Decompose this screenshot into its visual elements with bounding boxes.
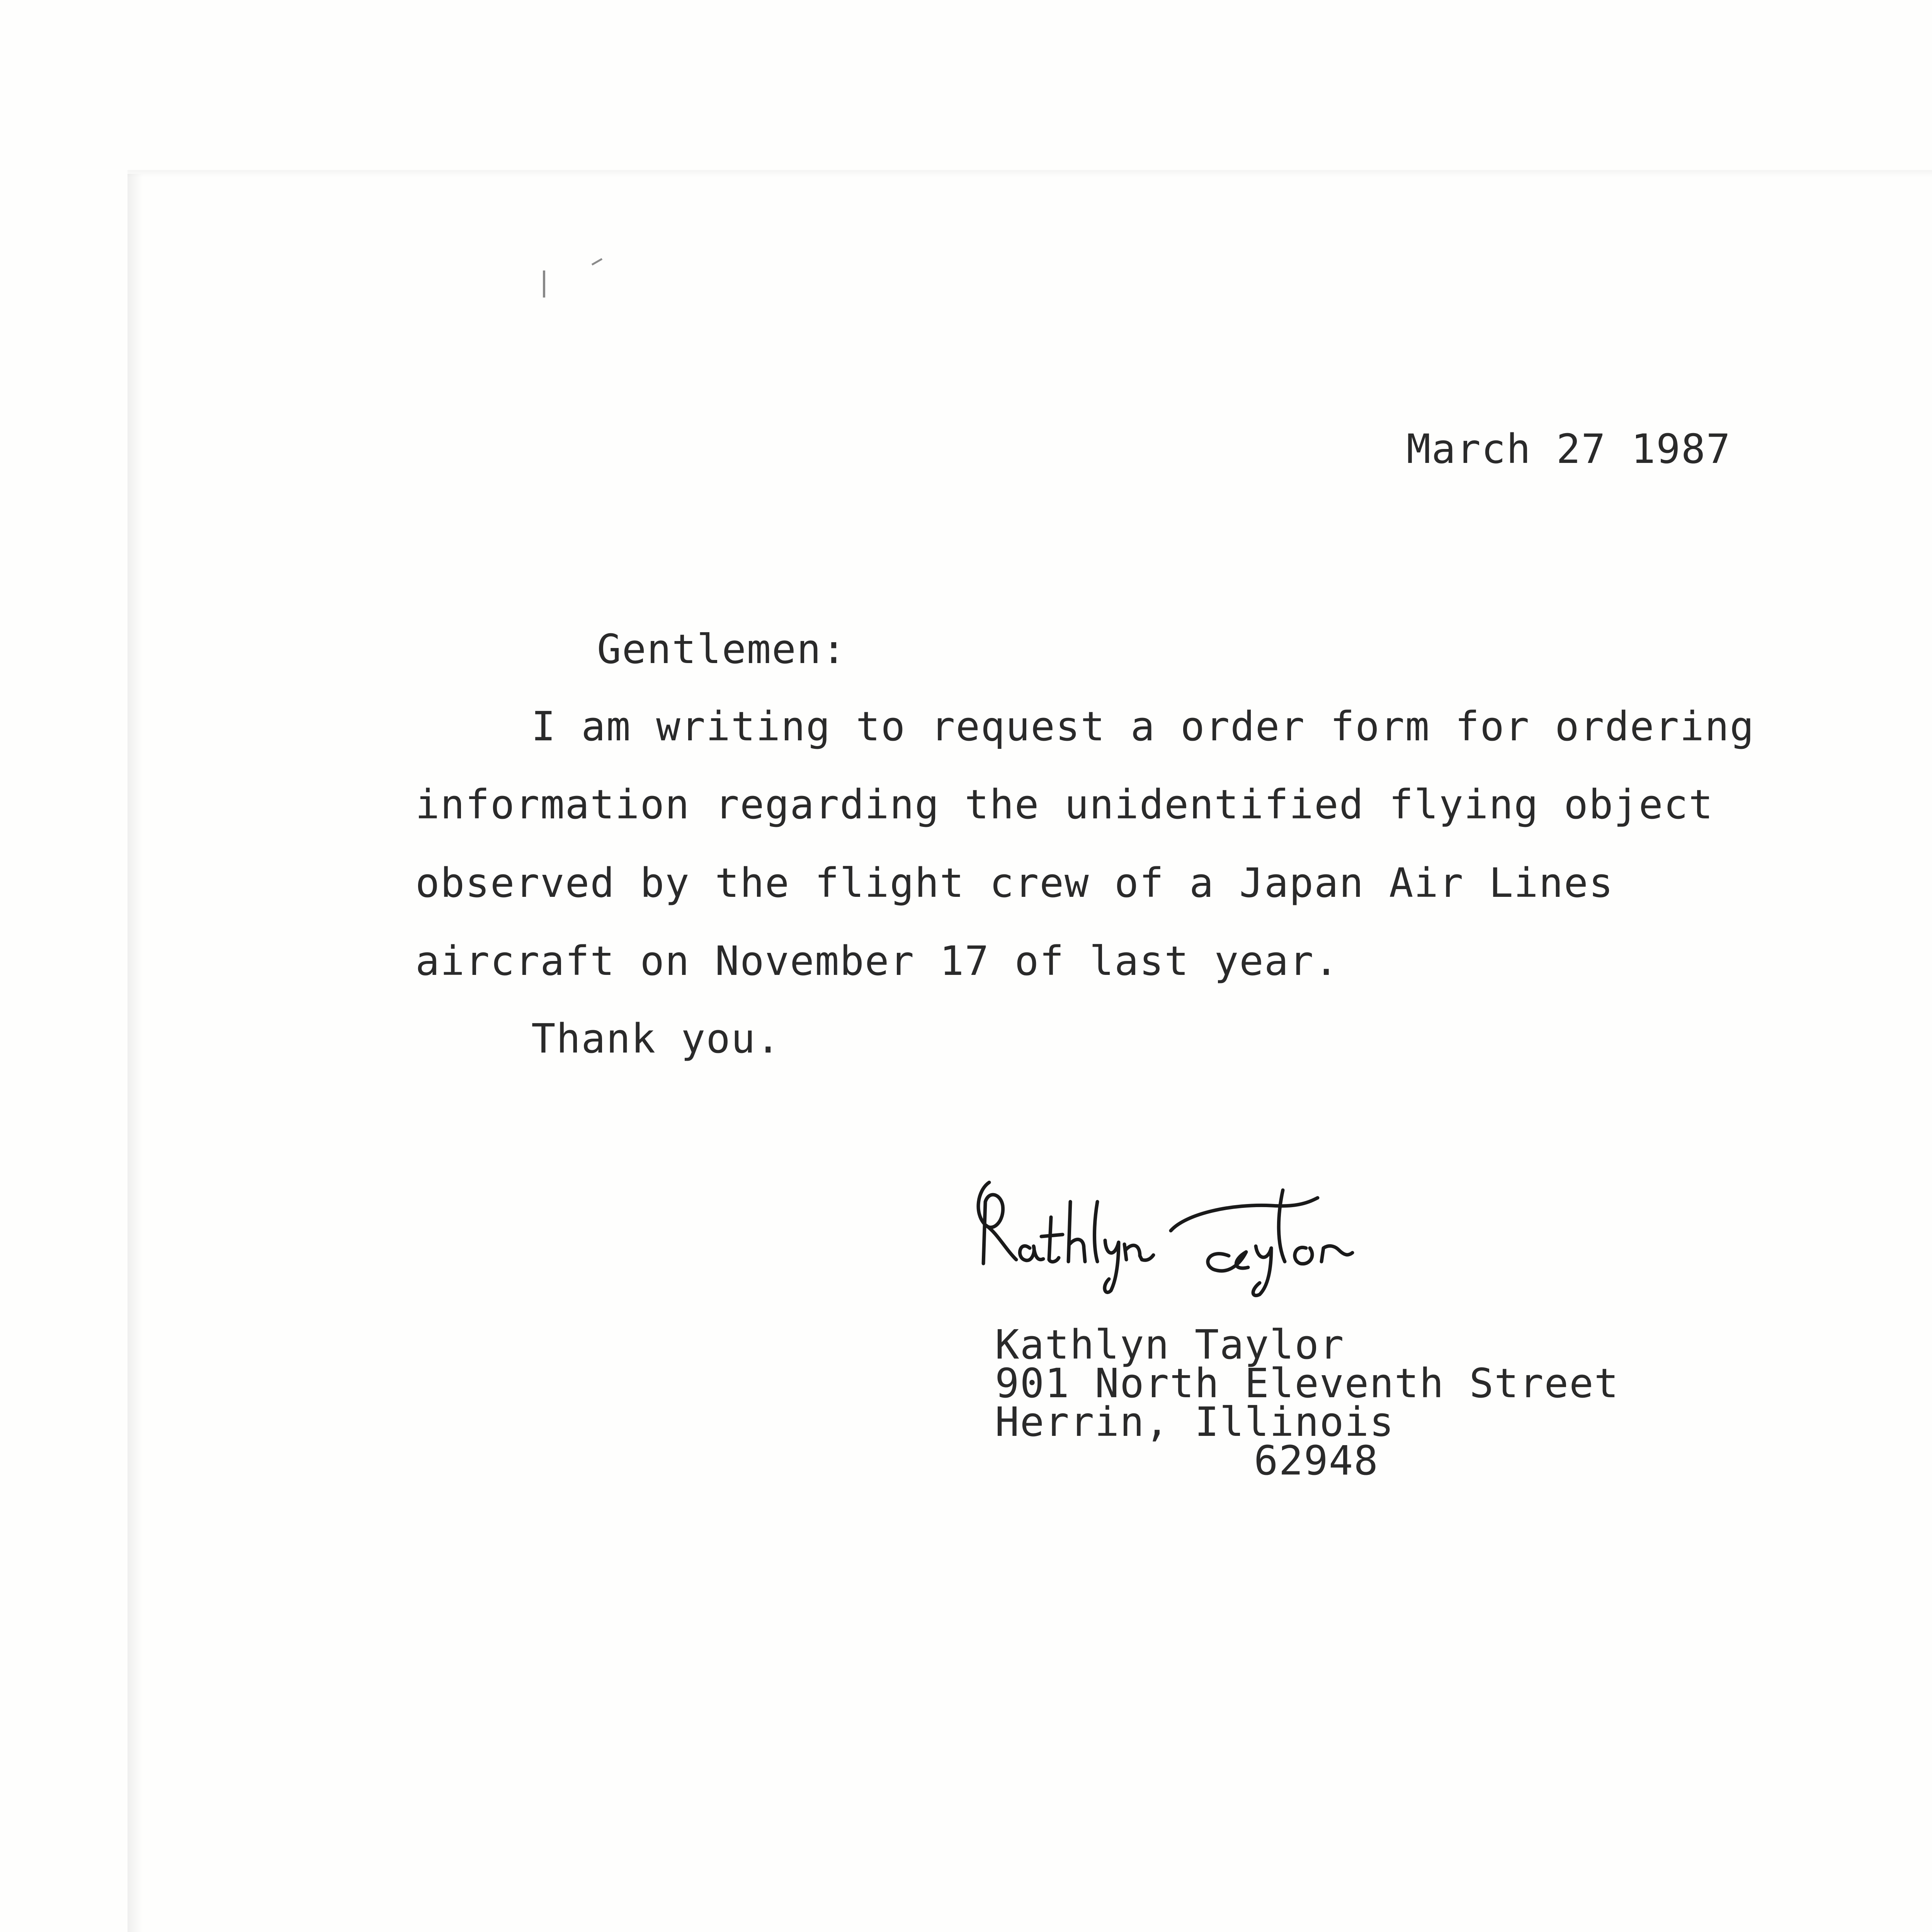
sender-street: 901 North Eleventh Street — [995, 1360, 1619, 1407]
scan-speck — [592, 258, 602, 265]
sender-zip: 62948 — [1254, 1437, 1379, 1484]
body-line: aircraft on November 17 of last year. — [415, 937, 1339, 985]
sender-city-state: Herrin, Illinois — [995, 1398, 1395, 1446]
sender-name: Kathlyn Taylor — [995, 1321, 1345, 1368]
letter-date: March 27 1987 — [1406, 425, 1731, 473]
letter-salutation: Gentlemen: — [597, 626, 847, 673]
sender-address — [995, 1321, 1619, 1484]
paper-edge-shadow-top — [128, 170, 1932, 177]
paper-edge-shadow — [128, 174, 143, 1932]
body-line: observed by the flight crew of a Japan Air Lines — [415, 859, 1614, 906]
handwritten-signature — [962, 1167, 1441, 1298]
letter-closing: Thank you. — [531, 1015, 781, 1062]
body-line: I am writing to request a order form for ordering — [531, 703, 1755, 750]
scan-speck — [543, 270, 545, 298]
body-line: information regarding the unidentified flying object — [415, 781, 1714, 828]
